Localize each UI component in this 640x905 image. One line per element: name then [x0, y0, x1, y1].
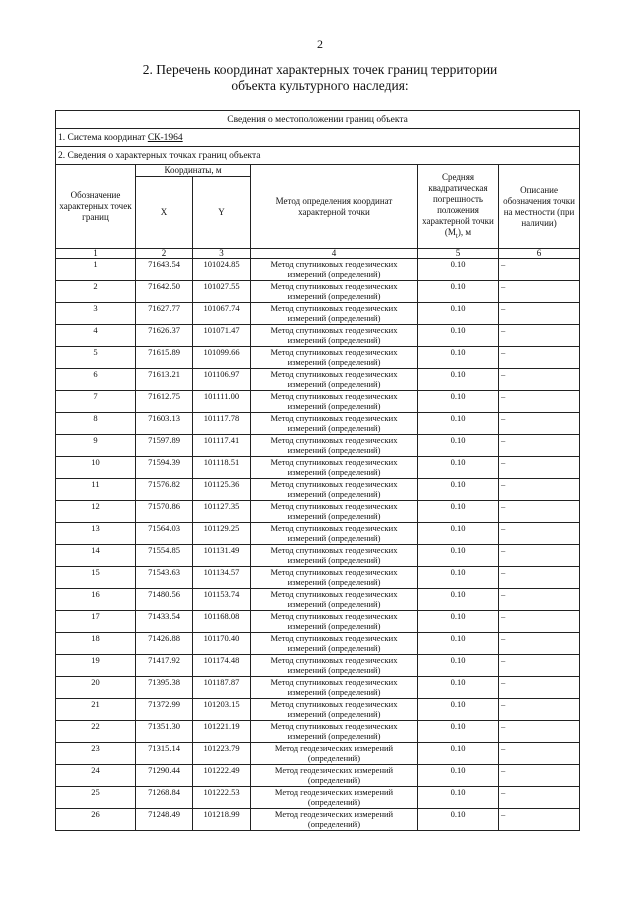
x-coordinate-cell: 71612.75: [136, 391, 193, 413]
error-cell: 0.10: [418, 479, 499, 501]
point-number-cell: 23: [56, 743, 136, 765]
x-coordinate-cell: 71615.89: [136, 347, 193, 369]
coordinates-table: [55, 110, 580, 831]
table-row: [56, 435, 580, 457]
method-cell: [251, 501, 418, 523]
description-cell: –: [499, 325, 580, 347]
description-cell: –: [499, 721, 580, 743]
method-cell: [251, 347, 418, 369]
y-coordinate-cell: 101024.85: [193, 259, 251, 281]
table-row: [56, 611, 580, 633]
method-line-2: измерений (определений): [287, 687, 381, 697]
x-coordinate-cell: 71543.63: [136, 567, 193, 589]
error-cell: 0.10: [418, 281, 499, 303]
method-cell: [251, 479, 418, 501]
method-line-2: измерений (определений): [287, 379, 381, 389]
table-row: [56, 567, 580, 589]
table-row: [56, 457, 580, 479]
table-row: [56, 369, 580, 391]
y-coordinate-cell: 101222.49: [193, 765, 251, 787]
y-coordinate-cell: 101153.74: [193, 589, 251, 611]
y-coordinate-cell: 101222.53: [193, 787, 251, 809]
method-line-2: измерений (определений): [287, 577, 381, 587]
method-line-1: Метод спутниковых геодезических: [270, 369, 398, 379]
method-line-1: Метод спутниковых геодезических: [270, 413, 398, 423]
method-cell: [251, 281, 418, 303]
point-number-cell: 20: [56, 677, 136, 699]
x-coordinate-cell: 71248.49: [136, 809, 193, 831]
table-row: [56, 281, 580, 303]
error-cell: 0.10: [418, 677, 499, 699]
table-row: [56, 545, 580, 567]
method-cell: [251, 611, 418, 633]
table-row: [56, 413, 580, 435]
table-row: [56, 787, 580, 809]
column-number: 6: [499, 249, 580, 259]
x-coordinate-cell: 71594.39: [136, 457, 193, 479]
method-cell: [251, 787, 418, 809]
description-cell: –: [499, 457, 580, 479]
page-number: 2: [317, 37, 323, 51]
error-cell: 0.10: [418, 655, 499, 677]
method-cell: [251, 743, 418, 765]
description-cell: –: [499, 787, 580, 809]
point-number-cell: 11: [56, 479, 136, 501]
description-cell: –: [499, 413, 580, 435]
point-number-cell: 18: [56, 633, 136, 655]
method-line-1: Метод спутниковых геодезических: [270, 347, 398, 357]
error-cell: 0.10: [418, 523, 499, 545]
error-cell: 0.10: [418, 545, 499, 567]
method-line-1: Метод спутниковых геодезических: [270, 655, 398, 665]
point-number-cell: 14: [56, 545, 136, 567]
point-number-cell: 22: [56, 721, 136, 743]
header-y: Y: [193, 177, 251, 249]
table-row: [56, 699, 580, 721]
method-line-2: (определений): [307, 797, 361, 807]
y-coordinate-cell: 101067.74: [193, 303, 251, 325]
column-number: 5: [418, 249, 499, 259]
description-cell: –: [499, 303, 580, 325]
error-cell: 0.10: [418, 347, 499, 369]
method-cell: [251, 765, 418, 787]
error-cell: 0.10: [418, 633, 499, 655]
method-line-1: Метод спутниковых геодезических: [270, 303, 398, 313]
error-cell: 0.10: [418, 721, 499, 743]
method-cell: [251, 369, 418, 391]
method-line-2: измерений (определений): [287, 511, 381, 521]
y-coordinate-cell: 101127.35: [193, 501, 251, 523]
error-cell: 0.10: [418, 699, 499, 721]
point-number-cell: 7: [56, 391, 136, 413]
y-coordinate-cell: 101117.41: [193, 435, 251, 457]
x-coordinate-cell: 71564.03: [136, 523, 193, 545]
error-cell: 0.10: [418, 369, 499, 391]
x-coordinate-cell: 71613.21: [136, 369, 193, 391]
x-coordinate-cell: 71603.13: [136, 413, 193, 435]
method-cell: [251, 809, 418, 831]
point-number-cell: 13: [56, 523, 136, 545]
table-row: [56, 303, 580, 325]
coordinate-system-row: [56, 129, 580, 147]
method-line-2: измерений (определений): [287, 709, 381, 719]
method-line-1: Метод спутниковых геодезических: [270, 699, 398, 709]
error-cell: 0.10: [418, 787, 499, 809]
method-line-2: измерений (определений): [287, 291, 381, 301]
method-line-2: измерений (определений): [287, 269, 381, 279]
point-number-cell: 1: [56, 259, 136, 281]
method-line-1: Метод спутниковых геодезических: [270, 721, 398, 731]
method-cell: [251, 303, 418, 325]
column-number: 4: [251, 249, 418, 259]
method-line-2: измерений (определений): [287, 445, 381, 455]
x-coordinate-cell: 71315.14: [136, 743, 193, 765]
description-cell: –: [499, 699, 580, 721]
error-cell: 0.10: [418, 457, 499, 479]
error-cell: 0.10: [418, 303, 499, 325]
description-cell: –: [499, 435, 580, 457]
method-line-1: Метод спутниковых геодезических: [270, 281, 398, 291]
point-number-cell: 10: [56, 457, 136, 479]
point-number-cell: 19: [56, 655, 136, 677]
error-cell: 0.10: [418, 435, 499, 457]
method-line-1: Метод геодезических измерений: [274, 787, 394, 797]
table-row: [56, 809, 580, 831]
table-row: [56, 743, 580, 765]
point-number-cell: 16: [56, 589, 136, 611]
y-coordinate-cell: 101129.25: [193, 523, 251, 545]
y-coordinate-cell: 101117.78: [193, 413, 251, 435]
y-coordinate-cell: 101125.36: [193, 479, 251, 501]
section-header: Сведения о местоположении границ объекта: [56, 111, 580, 129]
y-coordinate-cell: 101111.00: [193, 391, 251, 413]
x-coordinate-cell: 71570.86: [136, 501, 193, 523]
x-coordinate-cell: 71395.38: [136, 677, 193, 699]
y-coordinate-cell: 101099.66: [193, 347, 251, 369]
x-coordinate-cell: 71626.37: [136, 325, 193, 347]
method-line-2: измерений (определений): [287, 423, 381, 433]
method-line-1: Метод спутниковых геодезических: [270, 523, 398, 533]
method-line-1: Метод спутниковых геодезических: [270, 611, 398, 621]
table-row: [56, 721, 580, 743]
description-cell: –: [499, 281, 580, 303]
error-cell: 0.10: [418, 765, 499, 787]
method-line-2: измерений (определений): [287, 401, 381, 411]
method-cell: [251, 435, 418, 457]
point-number-cell: 5: [56, 347, 136, 369]
method-line-2: измерений (определений): [287, 621, 381, 631]
error-cell: 0.10: [418, 743, 499, 765]
method-line-1: Метод спутниковых геодезических: [270, 325, 398, 335]
point-number-cell: 3: [56, 303, 136, 325]
y-coordinate-cell: 101071.47: [193, 325, 251, 347]
method-line-1: Метод спутниковых геодезических: [270, 589, 398, 599]
method-cell: [251, 545, 418, 567]
point-number-cell: 21: [56, 699, 136, 721]
error-cell: 0.10: [418, 589, 499, 611]
column-numbers-row: [56, 249, 580, 259]
method-cell: [251, 391, 418, 413]
table-row: [56, 589, 580, 611]
header-x: X: [136, 177, 193, 249]
point-number-cell: 9: [56, 435, 136, 457]
x-coordinate-cell: 71576.82: [136, 479, 193, 501]
error-cell: 0.10: [418, 567, 499, 589]
table-row: [56, 501, 580, 523]
method-line-2: измерений (определений): [287, 357, 381, 367]
method-line-2: (определений): [307, 775, 361, 785]
point-number-cell: 4: [56, 325, 136, 347]
method-line-2: измерений (определений): [287, 665, 381, 675]
x-coordinate-cell: 71417.92: [136, 655, 193, 677]
description-cell: –: [499, 611, 580, 633]
column-number: 1: [56, 249, 136, 259]
method-cell: [251, 325, 418, 347]
method-line-1: Метод геодезических измерений: [274, 743, 394, 753]
x-coordinate-cell: 71433.54: [136, 611, 193, 633]
y-coordinate-cell: 101118.51: [193, 457, 251, 479]
x-coordinate-cell: 71554.85: [136, 545, 193, 567]
x-coordinate-cell: 71351.30: [136, 721, 193, 743]
description-cell: –: [499, 589, 580, 611]
header-description: Описание обозначения точки на местности (при наличии): [499, 165, 580, 249]
x-coordinate-cell: 71290.44: [136, 765, 193, 787]
description-cell: –: [499, 633, 580, 655]
description-cell: –: [499, 567, 580, 589]
method-line-2: (определений): [307, 753, 361, 763]
x-coordinate-cell: 71642.50: [136, 281, 193, 303]
method-line-1: Метод спутниковых геодезических: [270, 677, 398, 687]
method-cell: [251, 633, 418, 655]
method-line-2: измерений (определений): [287, 643, 381, 653]
method-cell: [251, 699, 418, 721]
table-row: [56, 259, 580, 281]
error-cell: 0.10: [418, 391, 499, 413]
x-coordinate-cell: 71372.99: [136, 699, 193, 721]
method-line-1: Метод спутниковых геодезических: [270, 567, 398, 577]
method-line-2: измерений (определений): [287, 555, 381, 565]
point-number-cell: 8: [56, 413, 136, 435]
point-number-cell: 12: [56, 501, 136, 523]
point-number-cell: 24: [56, 765, 136, 787]
points-header: 2. Сведения о характерных точках границ объекта: [56, 147, 580, 165]
method-line-1: Метод геодезических измерений: [274, 809, 394, 819]
y-coordinate-cell: 101218.99: [193, 809, 251, 831]
description-cell: –: [499, 677, 580, 699]
description-cell: –: [499, 347, 580, 369]
method-cell: [251, 523, 418, 545]
table-row: [56, 655, 580, 677]
y-coordinate-cell: 101203.15: [193, 699, 251, 721]
table-row: [56, 325, 580, 347]
method-line-1: Метод спутниковых геодезических: [270, 479, 398, 489]
description-cell: –: [499, 501, 580, 523]
method-line-2: измерений (определений): [287, 467, 381, 477]
y-coordinate-cell: 101170.40: [193, 633, 251, 655]
point-number-cell: 26: [56, 809, 136, 831]
description-cell: –: [499, 479, 580, 501]
description-cell: –: [499, 391, 580, 413]
coordinate-system-value: СК-1964: [147, 132, 183, 143]
method-line-1: Метод спутниковых геодезических: [270, 457, 398, 467]
description-cell: –: [499, 743, 580, 765]
method-line-1: Метод спутниковых геодезических: [270, 501, 398, 511]
method-cell: [251, 721, 418, 743]
point-number-cell: 15: [56, 567, 136, 589]
description-cell: –: [499, 523, 580, 545]
method-cell: [251, 567, 418, 589]
point-number-cell: 2: [56, 281, 136, 303]
header-designation: Обозначение характерных точек границ: [56, 165, 136, 249]
x-coordinate-cell: 71627.77: [136, 303, 193, 325]
coordinate-system-label: 1. Система координат: [58, 132, 148, 143]
y-coordinate-cell: 101168.08: [193, 611, 251, 633]
method-line-2: измерений (определений): [287, 489, 381, 499]
method-line-2: измерений (определений): [287, 313, 381, 323]
point-number-cell: 6: [56, 369, 136, 391]
method-line-1: Метод спутниковых геодезических: [270, 633, 398, 643]
header-error: Средняя квадратическая погрешность положения характерной точки $(M_t)$, м: [418, 165, 499, 249]
description-cell: –: [499, 655, 580, 677]
table-row: [56, 633, 580, 655]
error-cell: 0.10: [418, 259, 499, 281]
document-title: [100, 62, 540, 94]
header-method: Метод определения координат характерной точки: [251, 165, 418, 249]
title-line-2: объекта культурного наследия:: [231, 78, 409, 93]
method-line-2: измерений (определений): [287, 599, 381, 609]
table-row: [56, 479, 580, 501]
y-coordinate-cell: 101221.19: [193, 721, 251, 743]
method-cell: [251, 655, 418, 677]
method-line-2: измерений (определений): [287, 533, 381, 543]
method-cell: [251, 259, 418, 281]
description-cell: –: [499, 545, 580, 567]
description-cell: –: [499, 765, 580, 787]
y-coordinate-cell: 101027.55: [193, 281, 251, 303]
y-coordinate-cell: 101106.97: [193, 369, 251, 391]
x-coordinate-cell: 71597.89: [136, 435, 193, 457]
method-line-1: Метод спутниковых геодезических: [270, 435, 398, 445]
y-coordinate-cell: 101131.49: [193, 545, 251, 567]
method-cell: [251, 457, 418, 479]
x-coordinate-cell: 71480.56: [136, 589, 193, 611]
method-line-1: Метод спутниковых геодезических: [270, 545, 398, 555]
title-line-1: 2. Перечень координат характерных точек границ территории: [142, 62, 498, 77]
point-number-cell: 25: [56, 787, 136, 809]
table-row: [56, 523, 580, 545]
description-cell: –: [499, 259, 580, 281]
y-coordinate-cell: 101134.57: [193, 567, 251, 589]
x-coordinate-cell: 71643.54: [136, 259, 193, 281]
method-line-1: Метод геодезических измерений: [274, 765, 394, 775]
method-cell: [251, 413, 418, 435]
error-cell: 0.10: [418, 325, 499, 347]
error-cell: 0.10: [418, 809, 499, 831]
method-cell: [251, 677, 418, 699]
error-cell: 0.10: [418, 501, 499, 523]
column-number: 3: [193, 249, 251, 259]
table-row: [56, 765, 580, 787]
error-cell: 0.10: [418, 611, 499, 633]
method-line-1: Метод спутниковых геодезических: [270, 391, 398, 401]
header-coordinates: Координаты, м: [136, 165, 251, 177]
method-line-1: Метод спутниковых геодезических: [270, 259, 398, 269]
table-row: [56, 347, 580, 369]
y-coordinate-cell: 101187.87: [193, 677, 251, 699]
table-row: [56, 391, 580, 413]
column-number: 2: [136, 249, 193, 259]
method-line-2: (определений): [307, 819, 361, 829]
point-number-cell: 17: [56, 611, 136, 633]
description-cell: –: [499, 369, 580, 391]
method-cell: [251, 589, 418, 611]
method-line-2: измерений (определений): [287, 731, 381, 741]
x-coordinate-cell: 71426.88: [136, 633, 193, 655]
method-line-2: измерений (определений): [287, 335, 381, 345]
description-cell: –: [499, 809, 580, 831]
table-row: [56, 677, 580, 699]
x-coordinate-cell: 71268.84: [136, 787, 193, 809]
y-coordinate-cell: 101174.48: [193, 655, 251, 677]
y-coordinate-cell: 101223.79: [193, 743, 251, 765]
error-cell: 0.10: [418, 413, 499, 435]
